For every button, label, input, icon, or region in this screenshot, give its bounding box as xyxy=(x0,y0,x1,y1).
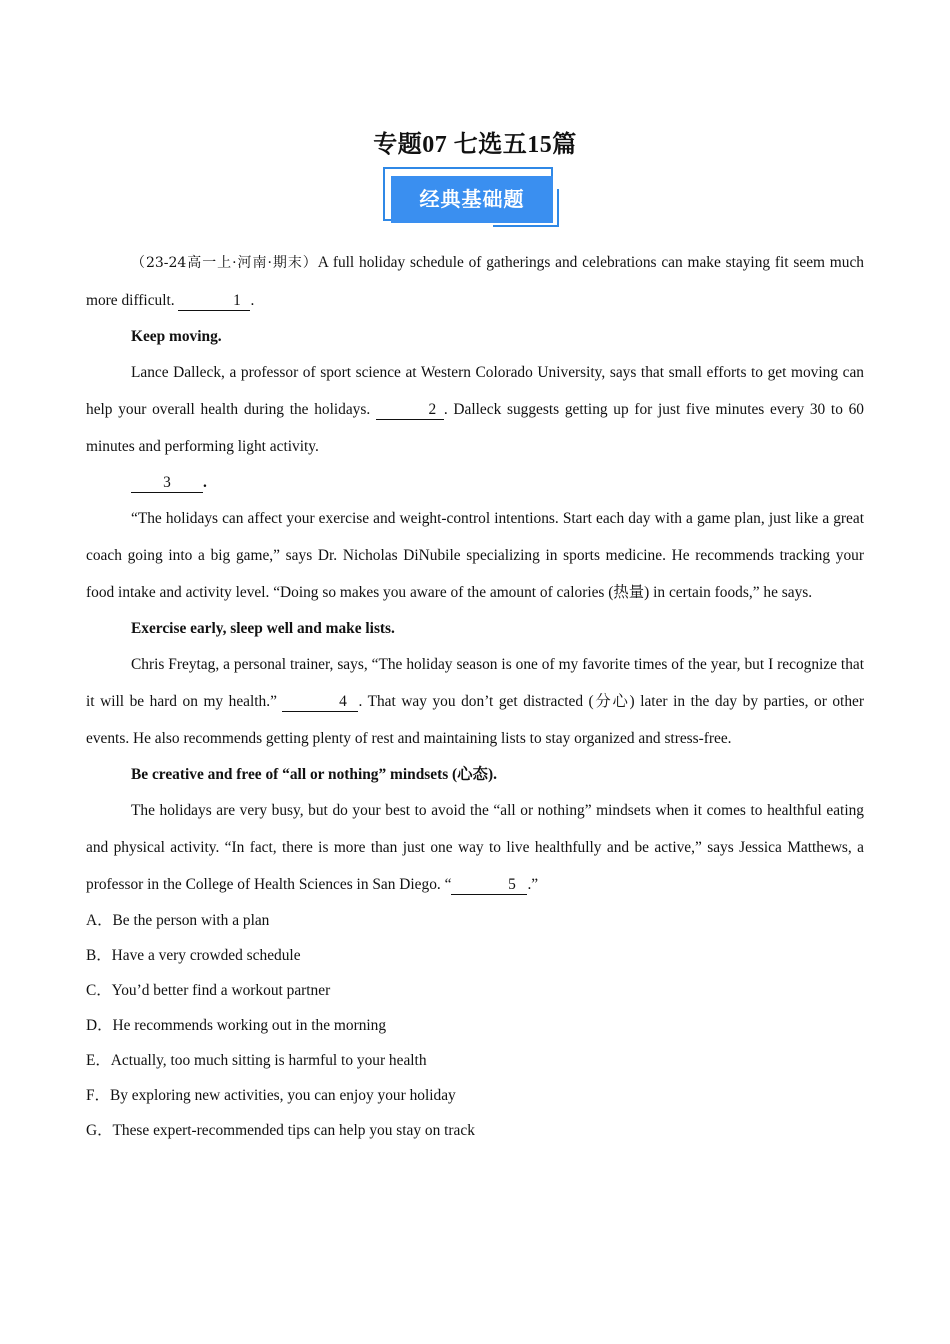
paragraph-5: The holidays are very busy, but do your best to avoid the “all or nothing” mindsets when it comes to healthful eating and physical activity. “In fact, there is more than just one way to live healthfully and be active,” says Jessica Matthews, a professor in the College of Health Sciences in San Diego. “ 5 .” xyxy=(86,802,864,893)
option-f: F．By exploring new activities, you can enjoy your holiday xyxy=(86,1087,456,1104)
blank-4: 4 xyxy=(282,693,358,712)
paragraph-3: “The holidays can affect your exercise and weight-control intentions. Start each day with a game plan, just like a great coach going into a big game,” says Dr. Nicholas DiNubile specializing in sports medicine. He recommends tracking your food intake and activity level. “Doing so makes you aware of the amount of calories (热量) in certain foods,” he says. xyxy=(86,510,864,601)
paragraph-1: （23-24高一上·河南·期末）A full holiday schedule of gatherings and celebrations can make staying fit seem much more difficult. 1 . xyxy=(86,254,864,309)
heading-blank-3: 3 . xyxy=(86,465,864,500)
option-a: A．Be the person with a plan xyxy=(86,912,270,929)
source-label: （23-24高一上·河南·期末） xyxy=(131,255,318,271)
passage xyxy=(86,244,864,1148)
paragraph-4: Chris Freytag, a personal trainer, says, “The holiday season is one of my favorite times of the year, but I recognize that it will be hard on my health.” 4 . That way you don’t get distracted (分心) later in the day by parties, or other events. He also recommends getting plenty of rest and maintaining lists to stay organized and stress-free. xyxy=(86,656,864,747)
heading-exercise-early: Exercise early, sleep well and make lists. xyxy=(131,620,395,637)
blank-5: 5 xyxy=(451,876,527,895)
option-b: B．Have a very crowded schedule xyxy=(86,947,301,964)
options-list xyxy=(86,903,864,1148)
blank-2: 2 xyxy=(376,401,444,420)
option-e: E．Actually, too much sitting is harmful to your health xyxy=(86,1052,427,1069)
section-badge xyxy=(383,167,563,231)
page-title: 专题07 七选五15篇 xyxy=(373,132,577,158)
blank-3: 3 xyxy=(131,474,203,493)
badge-corner-right xyxy=(557,189,559,227)
heading-be-creative: Be creative and free of “all or nothing” mindsets (心态). xyxy=(131,766,497,783)
heading-keep-moving: Keep moving. xyxy=(131,328,222,345)
badge-label: 经典基础题 xyxy=(391,176,553,223)
blank-1: 1 xyxy=(178,292,250,311)
option-d: D．He recommends working out in the morning xyxy=(86,1017,387,1034)
option-c: C．You’d better find a workout partner xyxy=(86,982,331,999)
badge-corner-bottom xyxy=(493,225,559,227)
option-g: G．These expert-recommended tips can help you stay on track xyxy=(86,1122,475,1139)
paragraph-2: Lance Dalleck, a professor of sport science at Western Colorado University, says that small efforts to get moving can help your overall health during the holidays. 2 . Dalleck suggests getting up for just five minutes every 30 to 60 minutes and performing light activity. xyxy=(86,364,864,455)
